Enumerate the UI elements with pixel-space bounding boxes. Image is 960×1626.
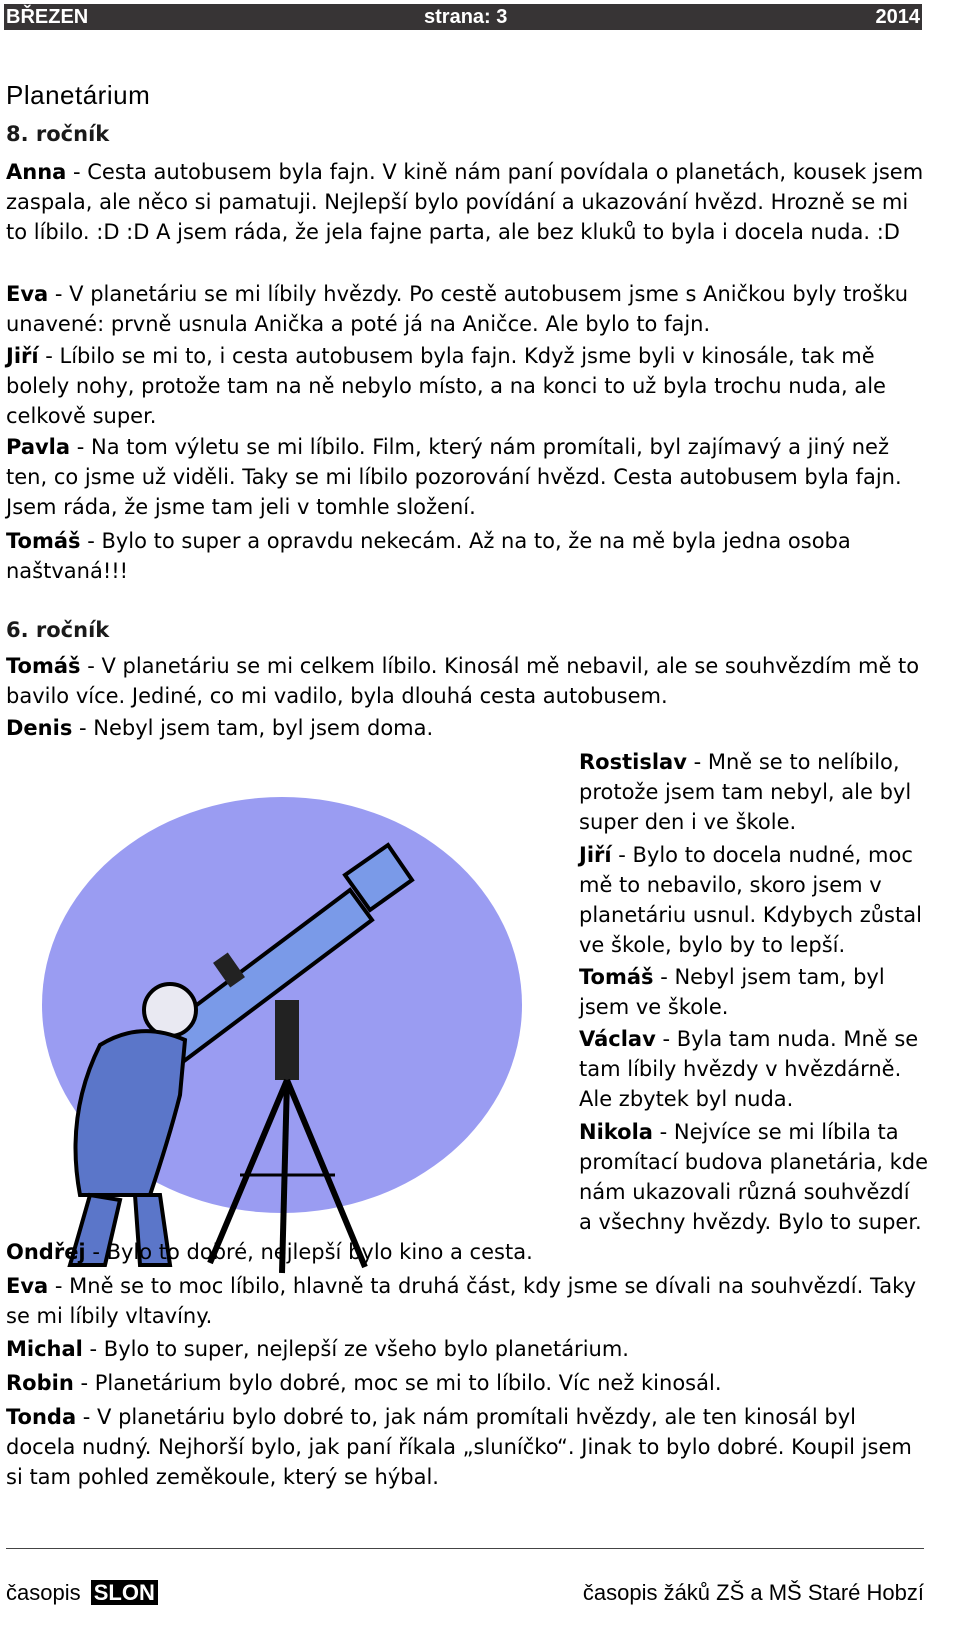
header-month: BŘEZEN [6,6,89,28]
entry-text: - Nebyl jsem tam, byl jsem ve škole. [579,965,885,1019]
entry-text: - Mně se to nelíbilo, protože jsem tam nebyl, ale byl super den i ve škole. [579,750,912,834]
article-title: Planetárium [6,80,151,110]
slon-logo: SLON [91,1580,158,1605]
entry-text: - Bylo to super, nejlepší ze všeho bylo planetárium. [82,1337,629,1361]
header-year: 2014 [875,6,920,28]
entry-name: Pavla [6,435,71,459]
entry-text: - Bylo to super a opravdu nekecám. Až na to, že na mě byla jedna osoba naštvaná!!! [6,529,851,583]
entry-name: Jiří [6,344,39,368]
entry-name: Eva [6,1274,49,1298]
entry-name: Rostislav [579,750,687,774]
entry-rostislav [579,747,929,837]
entry-eva-6 [6,1271,924,1331]
entry-name: Robin [6,1371,74,1395]
entry-text: - Byla tam nuda. Mně se tam líbily hvězdy v hvězdárně. Ale zbytek byl nuda. [579,1027,919,1111]
entry-text: - Na tom výletu se mi líbilo. Film, který nám promítali, byl zajímavý a jiný než ten, co jsme už viděli. Taky se mi líbilo pozorování hvězd. Cesta autobusem byla fajn. Jsem ráda, že jsme tam jeli v tomhle složení. [6,435,902,519]
entry-text: - Mně se to moc líbilo, hlavně ta druhá část, kdy jsme se dívali na souhvězdí. Taky se mi líbily vltavíny. [6,1274,917,1328]
telescope-illustration [20,795,525,1275]
entry-name: Anna [6,160,67,184]
entry-name: Michal [6,1337,83,1361]
entry-jiri [6,341,924,431]
entry-name: Tomáš [579,965,654,989]
entry-ondrej [6,1237,924,1267]
footer-right: časopis žáků ZŠ a MŠ Staré Hobzí [582,1580,924,1605]
footer-divider [6,1548,924,1549]
grade8-heading: 8. ročník [6,122,110,146]
entry-name: Tomáš [6,654,81,678]
entry-text: - Bylo to dobré, nejlepší bylo kino a cesta. [85,1240,533,1264]
entry-michal [6,1334,924,1364]
entry-text: - V planetáriu bylo dobré to, jak nám promítali hvězdy, ale ten kinosál byl docela nudný. Nejhorší bylo, jak paní říkala „sluníčko“. Jinak to bylo dobré. Koupil jsem si tam pohled zeměkoule, který se hýbal. [6,1405,912,1489]
entry-text: - V planetáriu se mi celkem líbilo. Kinosál mě nebavil, ale se souhvězdím mě to bavilo více. Jediné, co mi vadilo, byla dlouhá cesta autobusem. [6,654,920,708]
entry-vaclav [579,1024,929,1114]
entry-nikola [579,1117,929,1237]
header-page-number: strana: 3 [424,6,508,28]
entry-tomas-6 [6,651,924,711]
entry-name: Tonda [6,1405,77,1429]
entry-tomas [6,526,924,586]
entry-robin [6,1368,924,1398]
entry-name: Denis [6,716,73,740]
entry-name: Václav [579,1027,656,1051]
entry-pavla [6,432,924,522]
entry-eva [6,279,924,339]
entry-name: Ondřej [6,1240,86,1264]
entry-denis [6,713,924,743]
entry-text: - Nebyl jsem tam, byl jsem doma. [72,716,434,740]
entry-text: - Bylo to docela nudné, moc mě to nebavilo, skoro jsem v planetáriu usnul. Kdybych zůstal ve škole, bylo by to lepší. [579,843,922,957]
page-header [4,4,922,30]
entry-name: Jiří [579,843,612,867]
entry-name: Tomáš [6,529,81,553]
entry-jiri-6 [579,840,929,960]
entry-anna [6,157,924,247]
entry-text: - V planetáriu se mi líbily hvězdy. Po cestě autobusem jsme s Aničkou byly trošku unavené: prvně usnula Anička a poté já na Aničce. Ale bylo to fajn. [6,282,909,336]
entry-name: Nikola [579,1120,653,1144]
footer-left [6,1580,158,1606]
entry-text: - Nejvíce se mi líbila ta promítací budova planetária, kde nám ukazovali různá souhvězdí a všechny hvězdy. Bylo to super. [579,1120,929,1234]
entry-tonda [6,1402,924,1492]
footer-magazine-label: časopis [6,1580,81,1605]
entry-tomas-6b [579,962,929,1022]
entry-name: Eva [6,282,49,306]
entry-text: - Planetárium bylo dobré, moc se mi to líbilo. Víc než kinosál. [73,1371,722,1395]
entry-text: - Cesta autobusem byla fajn. V kině nám paní povídala o planetách, kousek jsem zaspala, ale něco si pamatuji. Nejlepší bylo povídání a ukazování hvězd. Hrozně se mi to líbilo. :D :D A jsem ráda, že jela fajne parta, ale bez kluků to byla i docela nuda. :D [6,160,924,244]
grade6-heading: 6. ročník [6,618,110,642]
entry-text: - Líbilo se mi to, i cesta autobusem byla fajn. Když jsme byli v kinosále, tak mě bolely nohy, protože tam na ně nebylo místo, a na konci to už byla trochu nuda, ale celkově super. [6,344,886,428]
